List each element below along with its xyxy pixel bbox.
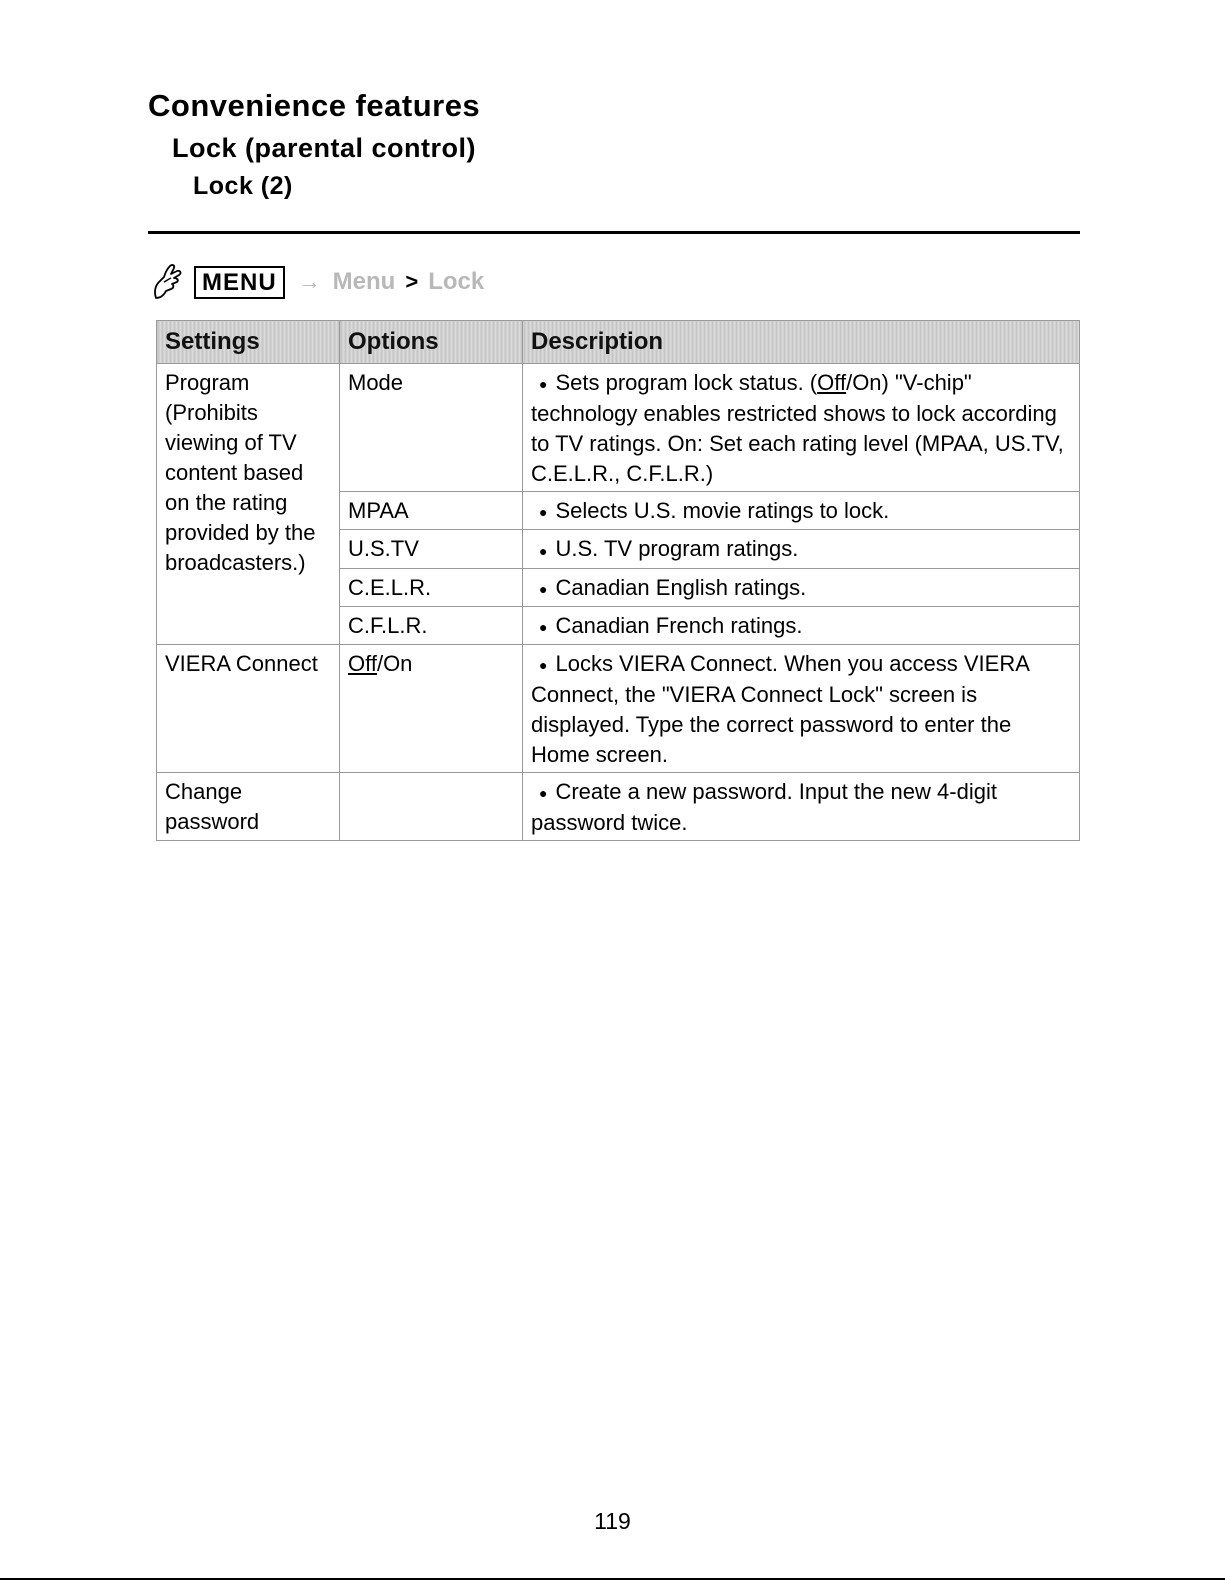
subsection-title: Lock (2) bbox=[193, 172, 293, 200]
desc-text: Selects U.S. movie ratings to lock. bbox=[555, 498, 890, 524]
desc-text: Canadian English ratings. bbox=[555, 574, 807, 600]
description-ustv bbox=[523, 530, 1080, 568]
table-row bbox=[157, 773, 1080, 841]
desc-text: U.S. TV program ratings. bbox=[555, 536, 799, 562]
description-mpaa bbox=[523, 492, 1080, 530]
arrow-right-icon: → bbox=[298, 269, 321, 294]
bullet-icon: ● bbox=[539, 618, 548, 635]
menu-button-label: MENU bbox=[194, 266, 285, 299]
bullet-icon: ● bbox=[539, 580, 548, 597]
option-mode: Mode bbox=[340, 364, 523, 492]
section-subtitle: Lock (parental control) bbox=[172, 133, 477, 163]
option-ustv: U.S.TV bbox=[340, 530, 523, 568]
breadcrumb-menu: Menu bbox=[332, 268, 396, 295]
option-mpaa: MPAA bbox=[340, 492, 523, 530]
bullet-icon: ● bbox=[539, 657, 548, 674]
bullet-icon: ● bbox=[539, 542, 548, 559]
setting-program: Program (Prohibits viewing of TV content based on the rating provided by the broadcasters.) bbox=[157, 364, 340, 645]
option-cflr: C.F.L.R. bbox=[340, 606, 523, 644]
setting-change-password: Change password bbox=[157, 773, 340, 841]
desc-text: Locks VIERA Connect. When you access VIERA Connect, the "VIERA Connect Lock" screen is displayed. Type the correct password to enter the Home screen. bbox=[531, 650, 1029, 768]
option-text: /On bbox=[376, 650, 413, 676]
lock-settings-table bbox=[156, 320, 1080, 841]
desc-text: Create a new password. Input the new 4-digit password twice. bbox=[531, 779, 997, 836]
page-title: Convenience features bbox=[148, 88, 481, 123]
option-change-password bbox=[340, 773, 523, 841]
description-mode bbox=[523, 364, 1080, 492]
bullet-icon: ● bbox=[539, 376, 548, 393]
table-header-row bbox=[157, 321, 1080, 364]
header-settings: Settings bbox=[157, 321, 340, 364]
header-options: Options bbox=[340, 321, 523, 364]
default-value: Off bbox=[348, 650, 377, 676]
breadcrumb-separator: > bbox=[405, 269, 419, 294]
bottom-divider bbox=[0, 1578, 1225, 1580]
page-number: 119 bbox=[594, 1508, 631, 1534]
description-cflr bbox=[523, 606, 1080, 644]
option-viera-connect bbox=[340, 644, 523, 772]
header-description: Description bbox=[523, 321, 1080, 364]
header-divider bbox=[148, 231, 1080, 234]
table-row bbox=[157, 364, 1080, 492]
menu-navigation-path bbox=[150, 262, 484, 302]
bullet-icon: ● bbox=[539, 504, 548, 521]
default-value: Off bbox=[817, 370, 847, 395]
option-celr: C.E.L.R. bbox=[340, 568, 523, 606]
description-celr bbox=[523, 568, 1080, 606]
setting-viera-connect: VIERA Connect bbox=[157, 644, 340, 772]
bullet-icon: ● bbox=[539, 785, 548, 802]
desc-text: Canadian French ratings. bbox=[555, 612, 803, 638]
desc-text: Sets program lock status. ( bbox=[555, 370, 818, 395]
breadcrumb-lock: Lock bbox=[428, 268, 485, 295]
description-change-password bbox=[523, 773, 1080, 841]
description-viera-connect bbox=[523, 644, 1080, 772]
table-row bbox=[157, 644, 1080, 772]
pointing-hand-icon bbox=[150, 262, 186, 302]
desc-text: /On) "V-chip" technology enables restricted shows to lock according to TV ratings. On: Set each rating level (MPAA, US.TV, C.E.L.R., C.F.L.R.) bbox=[531, 370, 1064, 487]
